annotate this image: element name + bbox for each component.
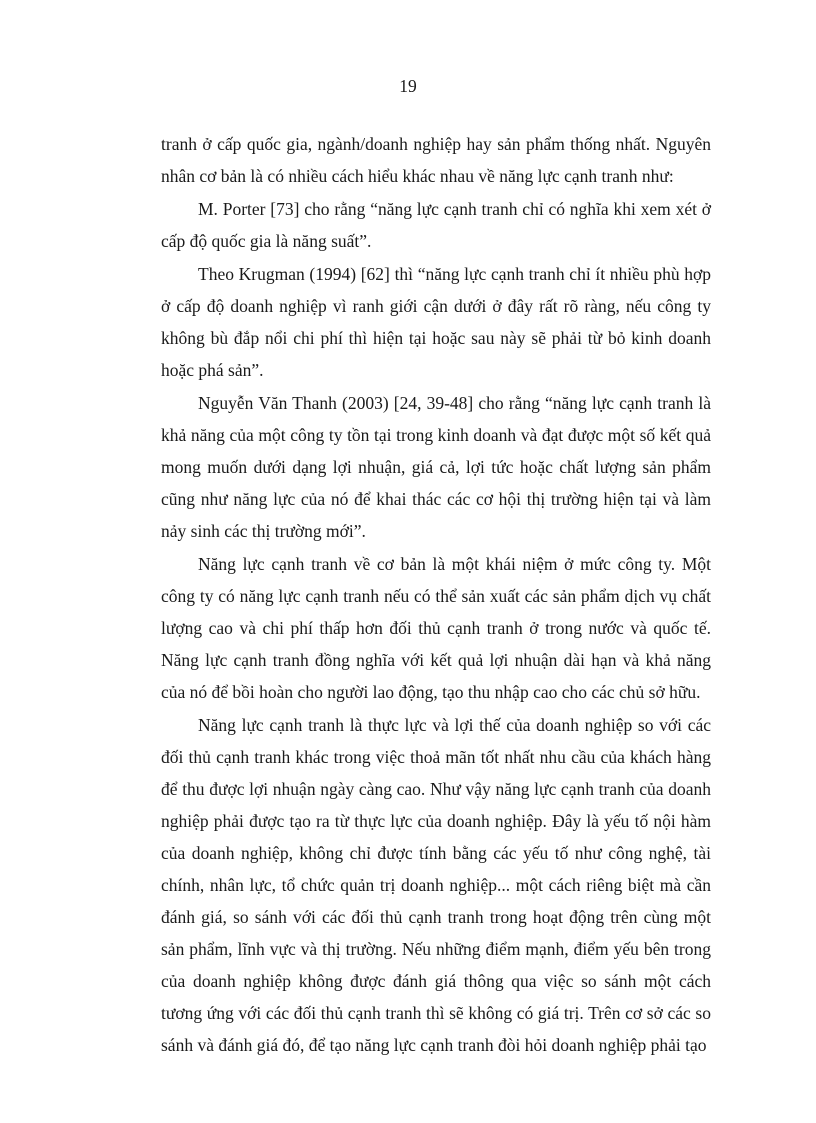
paragraph-krugman-quote: Theo Krugman (1994) [62] thì “năng lực cạnh tranh chỉ ít nhiều phù hợp ở cấp độ doanh nghiệp vì ranh giới cận dưới ở đây rất rõ ràng, nếu công ty không bù đắp nổi chi phí thì hiện tại hoặc sau này sẽ phải từ bỏ kinh doanh hoặc phá sản”. bbox=[161, 264, 711, 380]
paragraph-porter-quote: M. Porter [73] cho rằng “năng lực cạnh tranh chỉ có nghĩa khi xem xét ở cấp độ quốc gia là năng suất”. bbox=[161, 199, 711, 251]
paragraph-continuation: tranh ở cấp quốc gia, ngành/doanh nghiệp hay sản phẩm thống nhất. Nguyên nhân cơ bản là có nhiều cách hiểu khác nhau về năng lực cạnh tranh như: bbox=[161, 134, 711, 186]
document-body bbox=[161, 128, 711, 1062]
paragraph-competitiveness-definition: Năng lực cạnh tranh là thực lực và lợi thế của doanh nghiệp so với các đối thủ cạnh tranh khác trong việc thoả mãn tốt nhất nhu cầu của khách hàng để thu được lợi nhuận ngày càng cao. Như vậy năng lực cạnh tranh của doanh nghiệp phải được tạo ra từ thực lực của doanh nghiệp. Đây là yếu tố nội hàm của doanh nghiệp, không chỉ được tính bằng các yếu tố như công nghệ, tài chính, nhân lực, tổ chức quản trị doanh nghiệp... một cách riêng biệt mà cần đánh giá, so sánh với các đối thủ cạnh tranh trong hoạt động trên cùng một sản phẩm, lĩnh vực và thị trường. Nếu những điểm mạnh, điểm yếu bên trong của doanh nghiệp không được đánh giá thông qua việc so sánh một cách tương ứng với các đối thủ cạnh tranh thì sẽ không có giá trị. Trên cơ sở các so sánh và đánh giá đó, để tạo năng lực cạnh tranh đòi hỏi doanh nghiệp phải tạo bbox=[161, 715, 711, 1055]
paragraph-nguyen-van-thanh-quote: Nguyễn Văn Thanh (2003) [24, 39-48] cho rằng “năng lực cạnh tranh là khả năng của một công ty tồn tại trong kinh doanh và đạt được một số kết quả mong muốn dưới dạng lợi nhuận, giá cả, lợi tức hoặc chất lượng sản phẩm cũng như năng lực của nó để khai thác các cơ hội thị trường hiện tại và làm nảy sinh các thị trường mới”. bbox=[161, 393, 711, 541]
paragraph-company-level-concept: Năng lực cạnh tranh về cơ bản là một khái niệm ở mức công ty. Một công ty có năng lực cạnh tranh nếu có thể sản xuất các sản phẩm dịch vụ chất lượng cao và chi phí thấp hơn đối thủ cạnh tranh ở trong nước và quốc tế. Năng lực cạnh tranh đồng nghĩa với kết quả lợi nhuận dài hạn và khả năng của nó để bồi hoàn cho người lao động, tạo thu nhập cao cho các chủ sở hữu. bbox=[161, 554, 711, 702]
page-number: 19 bbox=[399, 76, 417, 96]
